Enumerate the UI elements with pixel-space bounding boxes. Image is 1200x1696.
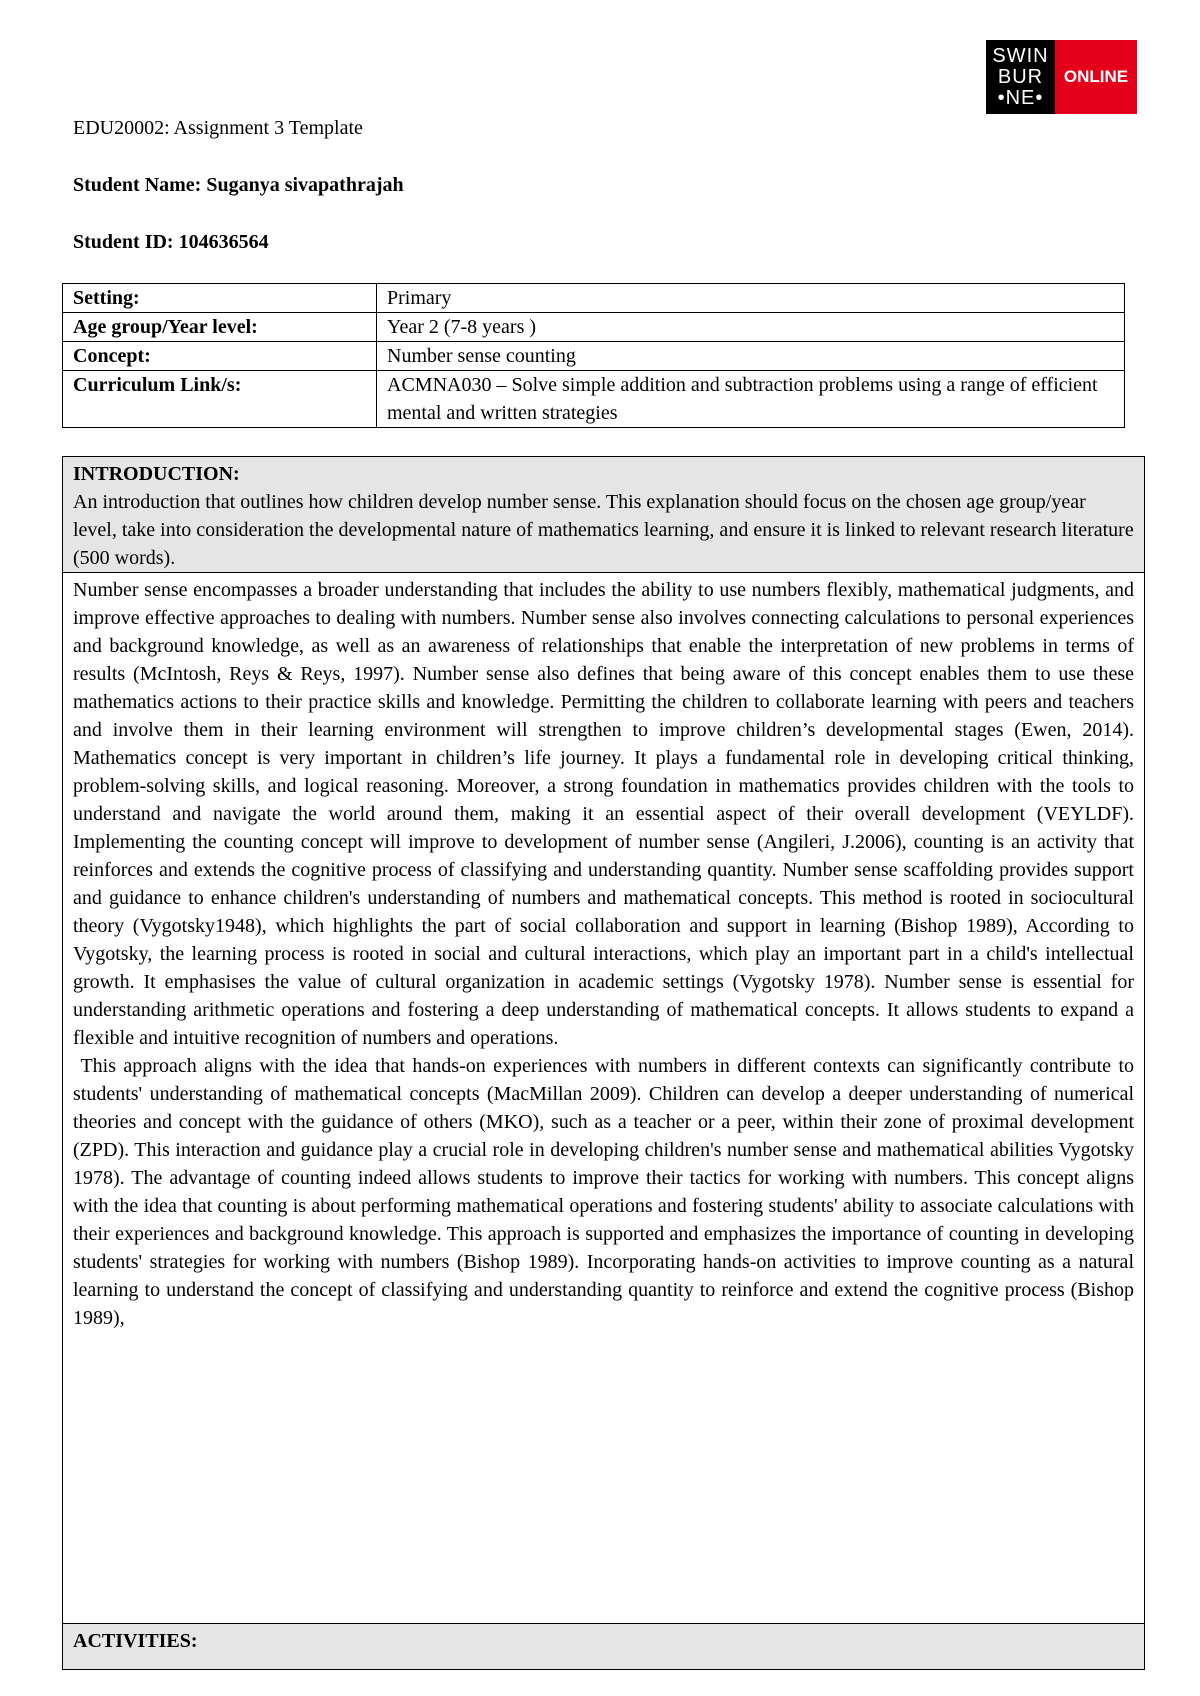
introduction-header-cell: [63, 457, 1145, 573]
info-row-age-group: [63, 313, 1125, 342]
student-name: Student Name: Suganya sivapathrajah: [73, 174, 404, 196]
logo-online: ONLINE: [1055, 40, 1137, 114]
info-value: Number sense counting: [377, 342, 1125, 371]
introduction-body-cell: [63, 573, 1145, 1624]
info-table: [62, 283, 1125, 428]
activities-heading: ACTIVITIES:: [73, 1630, 198, 1652]
introduction-heading: INTRODUCTION:: [73, 463, 240, 485]
swinburne-online-logo: [986, 40, 1137, 114]
document-title: EDU20002: Assignment 3 Template: [73, 117, 363, 139]
info-label: Curriculum Link/s:: [63, 371, 377, 428]
logo-line-1: SWIN: [992, 44, 1049, 67]
introduction-paragraph-1: Number sense encompasses a broader understanding that includes the ability to use numbers flexibly, mathematical judgments, and improve effective approaches to dealing with numbers. Number sense also involves connecting calculations to personal experiences and background knowledge, as well as an awareness of relationships that enable the interpretation of new problems in terms of results (McIntosh, Reys & Reys, 1997). Number sense also defines that being aware of this concept enables them to use these mathematics actions to their practice skills and knowledge. Permitting the children to collaborate learning with peers and teachers and involve them in their learning environment will strengthen to improve children’s developmental stages (Ewen, 2014). Mathematics concept is very important in children’s life journey. It plays a fundamental role in developing critical thinking, problem-solving skills, and logical reasoning. Moreover, a strong foundation in mathematics provides children with the tools to understand and navigate the world around them, making it an essential aspect of their overall development (VEYLDF). Implementing the counting concept will improve to development of number sense (Angileri, J.2006), counting is an activity that reinforces and extends the cognitive process of classifying and understanding quantity. Number sense scaffolding provides support and guidance to enhance children's understanding of numbers and mathematical concepts. This method is rooted in sociocultural theory (Vygotsky1948), which highlights the part of social collaboration and support in learning (Bishop 1989), According to Vygotsky, the learning process is rooted in social and cultural interactions, which play an important part in a child's intellectual growth. It emphasises the value of cultural organization in academic settings (Vygotsky 1978). Number sense is essential for understanding arithmetic operations and fostering a deep understanding of mathematical concepts. It allows students to expand a flexible and intuitive recognition of numbers and operations.: [73, 579, 1134, 1049]
activities-header-cell: [63, 1624, 1145, 1670]
info-label: Age group/Year level:: [63, 313, 377, 342]
info-row-curriculum: [63, 371, 1125, 428]
logo-line-3: •NE•: [997, 86, 1044, 109]
introduction-table: [62, 456, 1145, 1670]
info-label: Concept:: [63, 342, 377, 371]
info-row-concept: [63, 342, 1125, 371]
introduction-paragraph-2: This approach aligns with the idea that hands-on experiences with numbers in different contexts can significantly contribute to students' understanding of mathematical concepts (MacMillan 2009). Children can develop a deeper understanding of numerical theories and concept with the guidance of others (MKO), such as a teacher or a peer, within their zone of proximal development (ZPD). This interaction and guidance play a crucial role in developing children's number sense and mathematical abilities Vygotsky 1978). The advantage of counting indeed allows students to improve their tactics for working with numbers. This concept aligns with the idea that counting is about performing mathematical operations and fostering students' ability to associate calculations with their experiences and background knowledge. This approach is supported and emphasizes the importance of counting in developing students' strategies for working with numbers (Bishop 1989). Incorporating hands-on activities to improve counting as a natural learning to understand the concept of classifying and understanding quantity to reinforce and extend the cognitive process (Bishop 1989),: [73, 1055, 1139, 1329]
info-value: Year 2 (7-8 years ): [377, 313, 1125, 342]
info-value: ACMNA030 – Solve simple addition and subtraction problems using a range of efficient mental and written strategies: [377, 371, 1125, 428]
info-value: Primary: [377, 284, 1125, 313]
introduction-instructions: An introduction that outlines how children develop number sense. This explanation should focus on the chosen age group/year level, take into consideration the developmental nature of mathematics learning, and ensure it is linked to relevant research literature (500 words).: [73, 491, 1134, 569]
info-label: Setting:: [63, 284, 377, 313]
info-row-setting: [63, 284, 1125, 313]
logo-line-2: BUR: [997, 65, 1044, 88]
logo-wordmark: [986, 40, 1055, 114]
student-id: Student ID: 104636564: [73, 231, 269, 253]
